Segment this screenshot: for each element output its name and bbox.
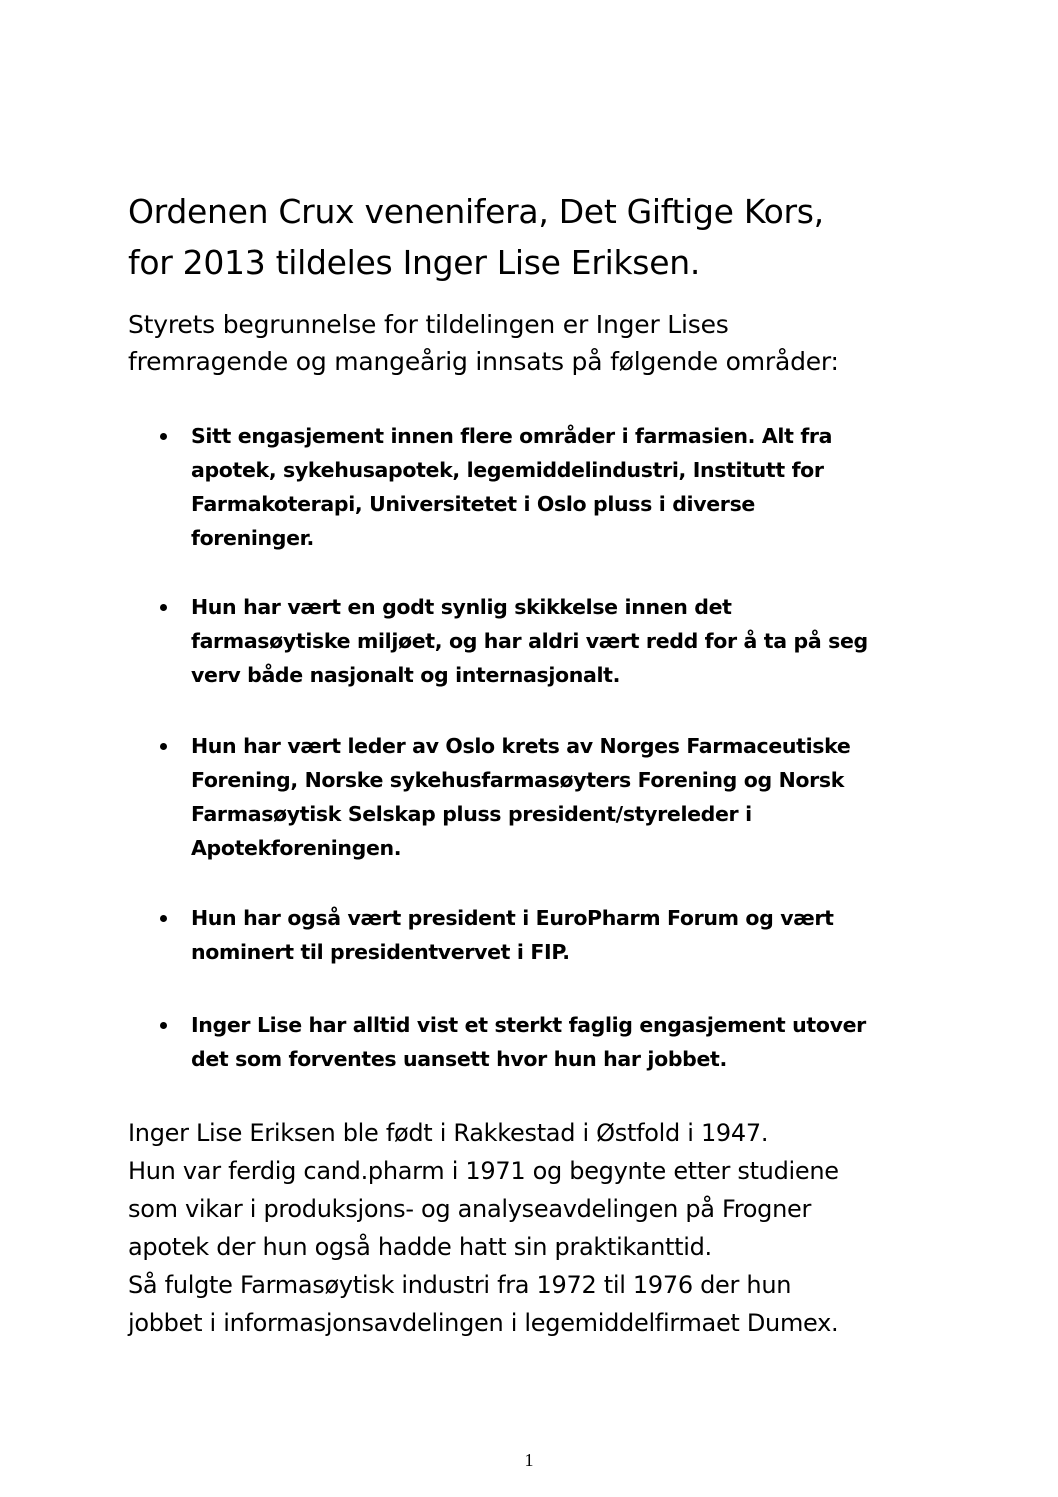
bio-paragraph (128, 1114, 1008, 1342)
intro-line: fremragende og mangeårig innsats på følgende områder: (128, 347, 839, 376)
title-line: Ordenen Crux venenifera, Det Giftige Kors, (128, 192, 824, 231)
intro-paragraph (128, 306, 1008, 380)
bullet-line: verv både nasjonalt og internasjonalt. (191, 663, 621, 687)
page-number: 1 (524, 1450, 534, 1470)
bullet-line: det som forventes uansett hvor hun har jobbet. (191, 1047, 727, 1071)
bullet-line: Inger Lise har alltid vist et sterkt faglig engasjement utover (191, 1013, 866, 1037)
bullet-text (191, 901, 834, 969)
bullet-icon (160, 743, 167, 750)
bio-line: som vikar i produksjons- og analyseavdelingen på Frogner (128, 1195, 812, 1223)
bullet-icon (160, 433, 167, 440)
bio-line: Inger Lise Eriksen ble født i Rakkestad i Østfold i 1947. (128, 1119, 769, 1147)
intro-line: Styrets begrunnelse for tildelingen er Inger Lises (128, 310, 729, 339)
bio-line: Hun var ferdig cand.pharm i 1971 og begynte etter studiene (128, 1157, 839, 1185)
bullet-line: Hun har vært leder av Oslo krets av Norges Farmaceutiske (191, 734, 851, 758)
bullet-text (191, 729, 850, 865)
bullet-line: apotek, sykehusapotek, legemiddelindustri, Institutt for (191, 458, 824, 482)
bullet-line: farmasøytiske miljøet, og har aldri vært redd for å ta på seg (191, 629, 868, 653)
bullet-line: Sitt engasjement innen flere områder i farmasien. Alt fra (191, 424, 833, 448)
bullet-icon (160, 915, 167, 922)
bio-line: jobbet i informasjonsavdelingen i legemiddelfirmaet Dumex. (128, 1309, 839, 1337)
bullet-icon (160, 604, 167, 611)
title-line: for 2013 tildeles Inger Lise Eriksen. (128, 243, 701, 282)
bullet-line: Farmasøytisk Selskap pluss president/styreleder i (191, 802, 752, 826)
bullet-icon (160, 1022, 167, 1029)
bio-line: apotek der hun også hadde hatt sin praktikanttid. (128, 1233, 712, 1261)
bullet-text (191, 1008, 866, 1076)
bullet-line: Forening, Norske sykehusfarmasøyters Forening og Norsk (191, 768, 845, 792)
bullet-line: foreninger. (191, 526, 314, 550)
bullet-text (191, 419, 832, 555)
bullet-line: nominert til presidentvervet i FIP. (191, 940, 570, 964)
bullet-text (191, 590, 868, 692)
bullet-line: Hun har også vært president i EuroPharm Forum og vært (191, 906, 834, 930)
bio-line: Så fulgte Farmasøytisk industri fra 1972 til 1976 der hun (128, 1271, 792, 1299)
bullet-line: Hun har vært en godt synlig skikkelse innen det (191, 595, 732, 619)
document-title (128, 186, 988, 288)
bullet-line: Apotekforeningen. (191, 836, 402, 860)
bullet-line: Farmakoterapi, Universitetet i Oslo pluss i diverse (191, 492, 755, 516)
